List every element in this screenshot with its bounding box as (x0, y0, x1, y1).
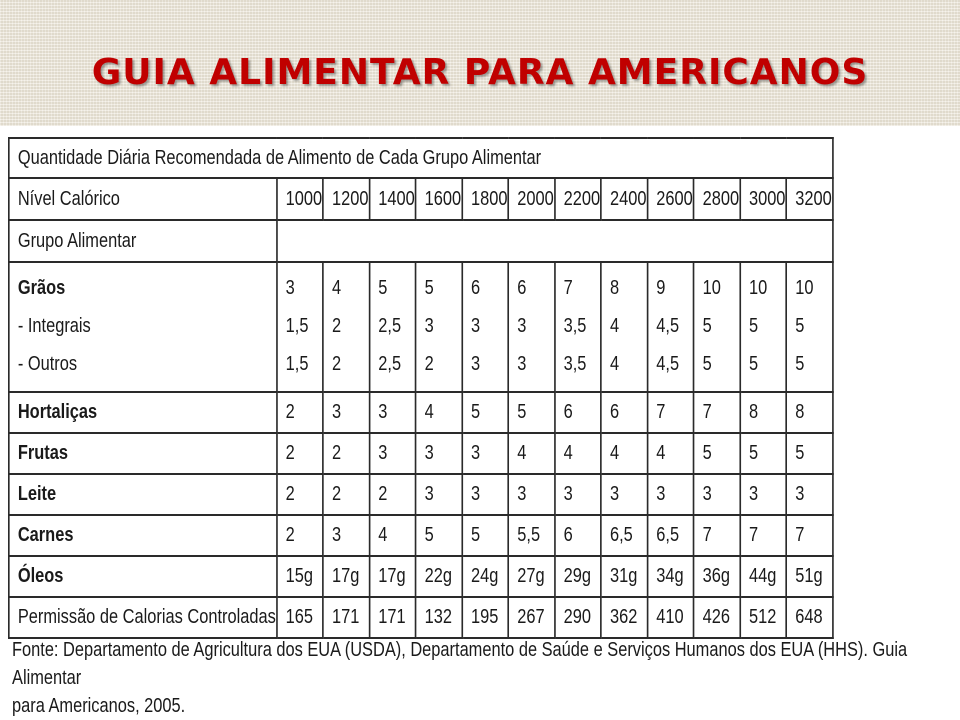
graos-outros-2: 2,5 (378, 353, 402, 375)
row-3-value-1: 3 (323, 515, 369, 556)
row-0-value-11: 8 (786, 392, 832, 433)
row-4-value-6: 29g (555, 556, 601, 597)
food-group-label: Grupo Alimentar (9, 220, 277, 262)
row-1-value-3: 3 (416, 433, 462, 474)
graos-integrais-2: 2,5 (378, 315, 402, 337)
row-1-value-2: 3 (369, 433, 415, 474)
row-1-value-5: 4 (508, 433, 554, 474)
row-2-value-8: 3 (647, 474, 693, 515)
row-0-value-6: 6 (555, 392, 601, 433)
row-2-value-6: 3 (555, 474, 601, 515)
graos-integrais-7: 4 (609, 315, 620, 337)
table-row (9, 556, 833, 597)
graos-cell-10 (740, 262, 786, 392)
calorie-level-3: 1600 (416, 178, 462, 220)
row-3-value-3: 5 (416, 515, 462, 556)
graos-cell-7 (601, 262, 647, 392)
table-row-graos (9, 262, 833, 392)
row-3-value-7: 6,5 (601, 515, 647, 556)
row-0-value-4: 5 (462, 392, 508, 433)
row-2-value-4: 3 (462, 474, 508, 515)
source-line-1: Fonte: Departamento de Agricultura dos EUA (USDA), Departamento de Saúde e Serviços Humanos dos EUA (HHS). Guia Alimentar (12, 639, 908, 689)
row-0-value-9: 7 (694, 392, 740, 433)
row-label-1: Frutas (9, 433, 277, 474)
graos-integrais-1: 2 (331, 315, 342, 337)
calorie-level-11: 3200 (786, 178, 832, 220)
row-3-value-8: 6,5 (647, 515, 693, 556)
graos-cell-8 (647, 262, 693, 392)
row-1-value-11: 5 (786, 433, 832, 474)
calorie-level-9: 2800 (694, 178, 740, 220)
row-5-value-11: 648 (786, 597, 832, 638)
row-0-value-8: 7 (647, 392, 693, 433)
calorie-level-8: 2600 (647, 178, 693, 220)
row-4-value-0: 15g (277, 556, 323, 597)
graos-integrais-10: 5 (748, 315, 759, 337)
source-footnote (12, 636, 955, 720)
graos-integrais-3: 3 (424, 315, 434, 337)
table-row (9, 597, 833, 638)
calorie-level-6: 2200 (555, 178, 601, 220)
graos-total-0: 3 (285, 277, 295, 299)
graos-total-11: 10 (795, 277, 814, 299)
row-4-value-4: 24g (462, 556, 508, 597)
table-row (9, 474, 833, 515)
graos-cell-6 (555, 262, 601, 392)
row-5-value-3: 132 (416, 597, 462, 638)
graos-total-7: 8 (609, 277, 620, 299)
row-4-value-1: 17g (323, 556, 369, 597)
row-0-value-5: 5 (508, 392, 554, 433)
row-0-value-7: 6 (601, 392, 647, 433)
graos-outros-9: 5 (702, 353, 712, 375)
graos-total-8: 9 (656, 277, 666, 299)
row-1-value-9: 5 (694, 433, 740, 474)
graos-outros-8: 4,5 (656, 353, 680, 375)
row-2-value-11: 3 (786, 474, 832, 515)
row-5-value-8: 410 (647, 597, 693, 638)
table-row (9, 392, 833, 433)
row-5-value-4: 195 (462, 597, 508, 638)
table-caption-row (9, 138, 833, 178)
graos-cell-2 (369, 262, 415, 392)
calorie-level-7: 2400 (601, 178, 647, 220)
graos-total-6: 7 (563, 277, 573, 299)
row-2-value-7: 3 (601, 474, 647, 515)
row-2-value-10: 3 (740, 474, 786, 515)
row-4-value-10: 44g (740, 556, 786, 597)
calorie-level-2: 1400 (369, 178, 415, 220)
graos-outros-1: 2 (331, 353, 342, 375)
row-3-value-0: 2 (277, 515, 323, 556)
row-3-value-10: 7 (740, 515, 786, 556)
table-row (9, 515, 833, 556)
row-4-value-2: 17g (369, 556, 415, 597)
graos-integrais-0: 1,5 (285, 315, 309, 337)
row-5-value-5: 267 (508, 597, 554, 638)
row-4-value-7: 31g (601, 556, 647, 597)
graos-total-2: 5 (378, 277, 388, 299)
row-5-value-0: 165 (277, 597, 323, 638)
row-4-value-5: 27g (508, 556, 554, 597)
graos-label-cell (9, 262, 277, 392)
graos-outros-5: 3 (517, 353, 527, 375)
calorie-level-label: Nível Calórico (9, 178, 277, 220)
graos-outros-label: - Outros (17, 353, 78, 375)
row-1-value-8: 4 (647, 433, 693, 474)
row-0-value-2: 3 (369, 392, 415, 433)
row-3-value-9: 7 (694, 515, 740, 556)
graos-outros-11: 5 (795, 353, 805, 375)
row-5-value-10: 512 (740, 597, 786, 638)
row-4-value-3: 22g (416, 556, 462, 597)
row-2-value-1: 2 (323, 474, 369, 515)
graos-total-9: 10 (702, 277, 721, 299)
calorie-level-10: 3000 (740, 178, 786, 220)
graos-cell-3 (416, 262, 462, 392)
row-1-value-4: 3 (462, 433, 508, 474)
graos-cell-9 (694, 262, 740, 392)
calorie-level-5: 2000 (508, 178, 554, 220)
row-1-value-7: 4 (601, 433, 647, 474)
row-5-value-6: 290 (555, 597, 601, 638)
table-row (9, 433, 833, 474)
row-3-value-4: 5 (462, 515, 508, 556)
graos-integrais-8: 4,5 (656, 315, 680, 337)
graos-outros-7: 4 (609, 353, 620, 375)
food-guide-table (8, 137, 833, 639)
food-guide-table-wrap (8, 137, 960, 639)
row-3-value-2: 4 (369, 515, 415, 556)
graos-integrais-label: - Integrais (17, 315, 91, 337)
row-1-value-6: 4 (555, 433, 601, 474)
graos-cell-11 (786, 262, 832, 392)
slide-title: GUIA ALIMENTAR PARA AMERICANOS (91, 52, 869, 93)
graos-total-4: 6 (470, 277, 481, 299)
row-5-value-2: 171 (369, 597, 415, 638)
row-2-value-3: 3 (416, 474, 462, 515)
graos-total-3: 5 (424, 277, 434, 299)
row-label-2: Leite (9, 474, 277, 515)
row-1-value-1: 2 (323, 433, 369, 474)
calorie-level-1: 1200 (323, 178, 369, 220)
row-label-0: Hortaliças (9, 392, 277, 433)
row-3-value-11: 7 (786, 515, 832, 556)
graos-total-5: 6 (517, 277, 527, 299)
graos-integrais-5: 3 (517, 315, 527, 337)
row-0-value-10: 8 (740, 392, 786, 433)
row-label-4: Óleos (9, 556, 277, 597)
source-line-2: para Americanos, 2005. (12, 695, 186, 717)
graos-outros-0: 1,5 (285, 353, 309, 375)
row-3-value-6: 6 (555, 515, 601, 556)
graos-outros-6: 3,5 (563, 353, 587, 375)
row-3-value-5: 5,5 (508, 515, 554, 556)
row-5-value-1: 171 (323, 597, 369, 638)
row-5-value-7: 362 (601, 597, 647, 638)
row-4-value-8: 34g (647, 556, 693, 597)
graos-outros-4: 3 (470, 353, 481, 375)
row-4-value-9: 36g (694, 556, 740, 597)
graos-integrais-11: 5 (795, 315, 805, 337)
row-label-3: Carnes (9, 515, 277, 556)
row-0-value-1: 3 (323, 392, 369, 433)
calorie-level-0: 1000 (277, 178, 323, 220)
row-0-value-0: 2 (277, 392, 323, 433)
graos-outros-3: 2 (424, 353, 434, 375)
graos-total-10: 10 (748, 277, 768, 299)
graos-cell-4 (462, 262, 508, 392)
graos-label: Grãos (17, 277, 66, 299)
table-caption: Quantidade Diária Recomendada de Alimento de Cada Grupo Alimentar (9, 138, 833, 178)
food-group-empty-cell (277, 220, 833, 262)
graos-cell-5 (508, 262, 554, 392)
graos-cell-1 (323, 262, 369, 392)
row-2-value-5: 3 (508, 474, 554, 515)
graos-integrais-9: 5 (702, 315, 712, 337)
graos-total-1: 4 (331, 277, 342, 299)
food-group-row (9, 220, 833, 262)
row-0-value-3: 4 (416, 392, 462, 433)
graos-integrais-4: 3 (470, 315, 481, 337)
row-2-value-2: 2 (369, 474, 415, 515)
row-1-value-0: 2 (277, 433, 323, 474)
row-2-value-9: 3 (694, 474, 740, 515)
row-2-value-0: 2 (277, 474, 323, 515)
graos-outros-10: 5 (748, 353, 759, 375)
row-label-5: Permissão de Calorias Controladas (9, 597, 277, 638)
calorie-level-4: 1800 (462, 178, 508, 220)
calorie-level-row (9, 178, 833, 220)
row-4-value-11: 51g (786, 556, 832, 597)
graos-cell-0 (277, 262, 323, 392)
row-5-value-9: 426 (694, 597, 740, 638)
graos-integrais-6: 3,5 (563, 315, 587, 337)
row-1-value-10: 5 (740, 433, 786, 474)
